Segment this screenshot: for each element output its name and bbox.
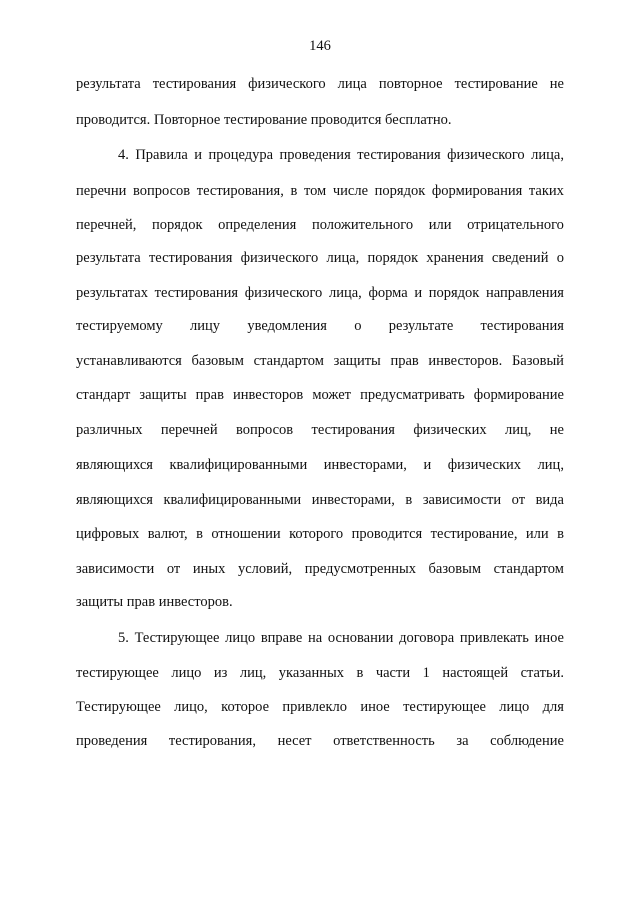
word: базовым — [191, 353, 244, 369]
word: стандартом — [253, 353, 324, 369]
word: указанных — [278, 665, 344, 681]
word: вопросов — [132, 183, 191, 199]
word: для — [542, 699, 564, 715]
word: порядок — [428, 285, 480, 301]
text-line: защиты прав инвесторов. — [76, 594, 233, 610]
word: тестирования — [311, 422, 395, 438]
text-line — [118, 145, 564, 165]
word: формирования — [431, 183, 523, 199]
word: лицо — [225, 630, 256, 646]
word: в — [356, 665, 364, 681]
word: направления — [486, 285, 564, 301]
word: инвесторами, — [311, 492, 395, 508]
word: Базовый — [511, 353, 564, 369]
word: привлекло — [282, 699, 348, 715]
text-line — [76, 697, 564, 717]
word: части — [375, 665, 411, 681]
word: инвесторов — [233, 387, 304, 403]
word: иное — [360, 699, 390, 715]
word: результата — [76, 250, 141, 266]
word: лиц, — [537, 457, 564, 473]
word: и — [414, 285, 423, 301]
word: лиц, — [239, 665, 267, 681]
word: лица, — [326, 250, 360, 266]
word: несет — [277, 733, 312, 749]
text-line — [76, 385, 564, 405]
text-line — [76, 351, 564, 371]
word: тестирования — [148, 250, 233, 266]
word: не — [549, 422, 564, 438]
word: перечней, — [76, 217, 137, 233]
word: основании — [327, 630, 394, 646]
word: настоящей — [442, 665, 509, 681]
text-line: проводится. Повторное тестирование проводится бесплатно. — [76, 112, 452, 128]
word: инвесторов. — [428, 353, 503, 369]
word: лица, — [328, 285, 362, 301]
word: определения — [218, 217, 297, 233]
word: 4. — [118, 147, 129, 163]
word: тестирования — [480, 318, 564, 334]
word: физических — [413, 422, 487, 438]
word: стандартом — [493, 561, 564, 577]
word: от — [166, 561, 181, 577]
text-line — [76, 420, 564, 440]
word: базовым — [428, 561, 482, 577]
word: ответственность — [333, 733, 435, 749]
word: тестирование — [454, 76, 538, 92]
word: статьи. — [520, 665, 564, 681]
word: тестирования, — [168, 733, 256, 749]
word: сведений — [491, 250, 549, 266]
word: физического — [248, 76, 326, 92]
word: предусмотренных — [304, 561, 416, 577]
word: защиты — [333, 353, 381, 369]
word: формирование — [473, 387, 564, 403]
word: проведения — [76, 733, 148, 749]
word: прав — [195, 387, 224, 403]
word: тестирования — [154, 285, 239, 301]
word: зависимости — [76, 561, 155, 577]
word: зависимости — [422, 492, 502, 508]
text-line — [76, 663, 564, 683]
word: квалифицированными — [163, 492, 302, 508]
word: на — [308, 630, 323, 646]
text-line — [76, 248, 564, 268]
word: соблюдение — [490, 733, 564, 749]
word: устанавливаются — [76, 353, 182, 369]
word: результата — [76, 76, 141, 92]
text-line — [76, 215, 564, 235]
word: вопросов — [236, 422, 294, 438]
text-line — [76, 731, 564, 751]
word: тестирования — [357, 147, 441, 163]
word: не — [549, 76, 564, 92]
word: за — [456, 733, 469, 749]
word: может — [312, 387, 352, 403]
word: валют, — [147, 526, 188, 542]
word: тестирующее — [76, 665, 159, 681]
word: предусматривать — [360, 387, 465, 403]
word: являющихся — [76, 457, 153, 473]
text-line — [76, 455, 564, 475]
word: тестируемому — [76, 318, 163, 334]
text-line — [76, 74, 564, 94]
word: перечней — [160, 422, 218, 438]
word: являющихся — [76, 492, 153, 508]
word: хранения — [426, 250, 484, 266]
word: тестирующее — [403, 699, 486, 715]
word: лица, — [531, 147, 564, 163]
word: различных — [76, 422, 143, 438]
word: физических — [447, 457, 522, 473]
word: 1 — [422, 665, 430, 681]
word: которого — [289, 526, 344, 542]
word: квалифицированными — [169, 457, 308, 473]
word: о — [556, 250, 564, 266]
word: о — [354, 318, 362, 334]
word: иных — [192, 561, 226, 577]
page-number: 146 — [309, 38, 331, 54]
word: отрицательного — [467, 217, 564, 233]
text-line — [76, 283, 564, 303]
word: лица — [337, 76, 367, 92]
word: тестирование, — [430, 526, 518, 542]
word: проводится — [351, 526, 423, 542]
word: прав — [390, 353, 419, 369]
word: в — [290, 183, 298, 199]
text-line — [76, 490, 564, 510]
text-line — [118, 628, 564, 648]
word: форма — [368, 285, 408, 301]
word: 5. — [118, 630, 129, 646]
word: вправе — [260, 630, 303, 646]
word: результате — [388, 318, 454, 334]
word: и — [423, 457, 432, 473]
word: иное — [534, 630, 564, 646]
word: лицо, — [174, 699, 208, 715]
word: тестирования — [152, 76, 237, 92]
word: порядок — [151, 217, 203, 233]
word: лицу — [190, 318, 221, 334]
word: результатах — [76, 285, 148, 301]
word: повторное — [378, 76, 443, 92]
word: Тестирующее — [134, 630, 220, 646]
word: физического — [240, 250, 319, 266]
word: отношении — [211, 526, 281, 542]
word: цифровых — [76, 526, 140, 542]
text-line — [76, 524, 564, 544]
word: лицо — [171, 665, 202, 681]
text-line — [76, 559, 564, 579]
word: от — [511, 492, 526, 508]
word: проведения — [279, 147, 351, 163]
word: порядок — [367, 250, 419, 266]
word: в — [557, 526, 564, 542]
word: в — [405, 492, 413, 508]
word: из — [213, 665, 228, 681]
word: лиц, — [504, 422, 532, 438]
word: лицо — [499, 699, 530, 715]
word: порядок — [374, 183, 426, 199]
text-line — [76, 316, 564, 336]
word: стандарт — [76, 387, 131, 403]
word: в — [196, 526, 203, 542]
word: положительного — [311, 217, 414, 233]
word: привлекать — [459, 630, 529, 646]
word: защиты — [139, 387, 187, 403]
word: Тестирующее — [76, 699, 161, 715]
word: условий, — [237, 561, 293, 577]
word: процедура — [208, 147, 274, 163]
word: инвесторами, — [323, 457, 407, 473]
word: физического — [447, 147, 525, 163]
word: перечни — [76, 183, 127, 199]
word: том — [303, 183, 327, 199]
word: вида — [535, 492, 564, 508]
word: которое — [221, 699, 270, 715]
word: или — [525, 526, 549, 542]
word: таких — [528, 183, 564, 199]
word: и — [194, 147, 202, 163]
word: договора — [399, 630, 455, 646]
word: тестирования, — [196, 183, 284, 199]
text-line — [76, 181, 564, 201]
word: числе — [332, 183, 369, 199]
word: Правила — [135, 147, 188, 163]
word: уведомления — [247, 318, 327, 334]
word: физического — [244, 285, 323, 301]
word: или — [428, 217, 452, 233]
